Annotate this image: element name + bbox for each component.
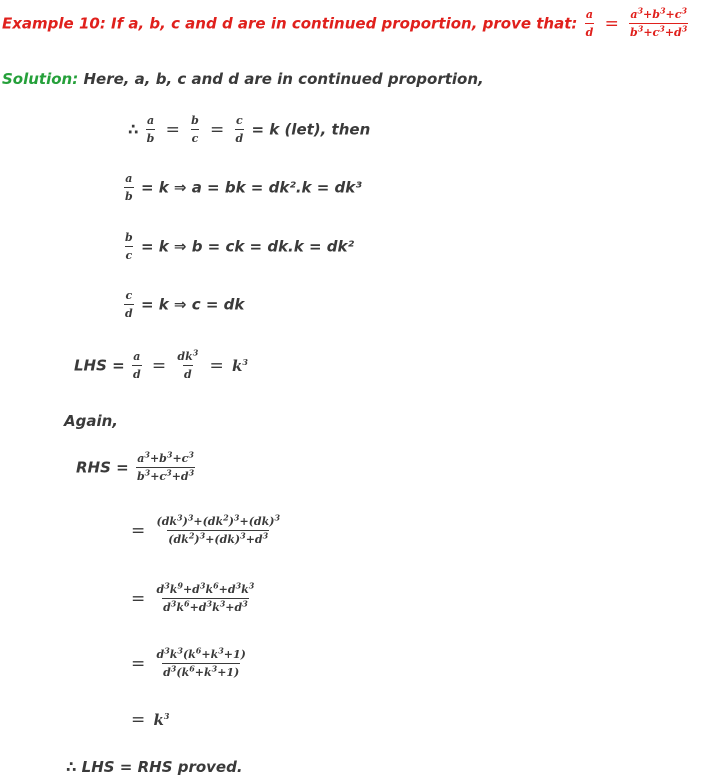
proportion-equation: ∴ $\frac{a}{b}$ = $\frac{b}{c}$ = $\frac{c}{d}$ = k (let), then [128,114,371,145]
fraction-expanded: $\frac{d^3k^9+d^3k^6+d^3k^3}{d^3k^6+d^3k^3+d^3}$ [156,580,255,614]
step-b [122,231,354,262]
rhs-step-4: = $k^3$ [131,710,170,730]
again-line [64,412,118,430]
step-c-text: = k ⇒ c = dk [140,295,245,314]
rhs-step-3: = $\frac{d^3k^3(k^6+k^3+1)}{d^3(k^6+k^3+1)}$ [131,645,246,679]
conclusion-line [66,758,243,776]
rhs-step-2: = $\frac{d^3k^9+d^3k^6+d^3k^3}{d^3k^6+d^3k^3+d^3}$ [131,580,255,614]
fraction-a-over-b: $\frac{a}{b}$ [125,172,133,203]
fraction-b-over-c: $\frac{b}{c}$ [125,231,133,262]
rhs-equation [76,449,197,483]
lhs-label: LHS = [74,356,125,375]
fraction-c-over-d: $\frac{c}{d}$ [125,289,133,320]
conclusion-text: ∴ LHS = RHS proved. [66,758,243,776]
fraction-dk3-over-d: $\frac{dk^3}{d}$ [177,347,199,381]
solution-label: Solution: [2,70,79,88]
example-title: Example 10: If a, b, c and d are in continued proportion, prove that: [2,14,578,33]
k-cubed: $k^3$ [232,356,248,375]
fraction-substituted: $\frac{(dk^3)^3+(dk^2)^3+(dk)^3}{(dk^2)^3+(dk)^3+d^3}$ [156,512,281,546]
fraction-cubes: $\frac{a^3+b^3+c^3}{b^3+c^3+d^3}$ [136,449,195,483]
fraction-factored: $\frac{d^3k^3(k^6+k^3+1)}{d^3(k^6+k^3+1)}$ [156,645,246,679]
lhs-equation: LHS = $\frac{a}{d}$ = $\frac{dk^3}{d}$ = $k^3$ [74,347,248,381]
step-a-text: = k ⇒ a = bk = dk².k = dk³ [140,178,362,197]
k-cubed: $k^3$ [153,711,170,729]
rhs-step-1: = $\frac{(dk^3)^3+(dk^2)^3+(dk)^3}{(dk^2)^3+(dk)^3+d^3}$ [131,512,281,546]
fraction-a-over-d: $\frac{a}{d}$ [132,350,141,381]
therefore-symbol: ∴ [128,120,139,139]
fraction-cubes: $\frac{a^3+b^3+c^3}{b^3+c^3+d^3}$ [630,5,688,39]
fraction-b-over-c: $\frac{b}{c}$ [191,114,199,145]
let-k-text: = k (let), then [251,120,371,139]
fraction-c-over-d: $\frac{c}{d}$ [235,114,244,145]
solution-line [2,70,484,88]
step-c [122,289,244,320]
again-text: Again, [64,412,118,430]
step-a [122,172,362,203]
rhs-label: RHS = [76,458,129,477]
example-heading: Example 10: If a, b, c and d are in continued proportion, prove that: $\frac{a}{d}$ = $\frac{a^3+b^3+c^3}{b^3+c^3+d^3}$ [2,5,688,39]
step-b-text: = k ⇒ b = ck = dk.k = dk² [140,237,355,256]
fraction-a-over-b: $\frac{a}{b}$ [146,114,155,145]
solution-intro: Here, a, b, c and d are in continued proportion, [83,70,484,88]
fraction-a-over-d: $\frac{a}{d}$ [585,8,594,39]
